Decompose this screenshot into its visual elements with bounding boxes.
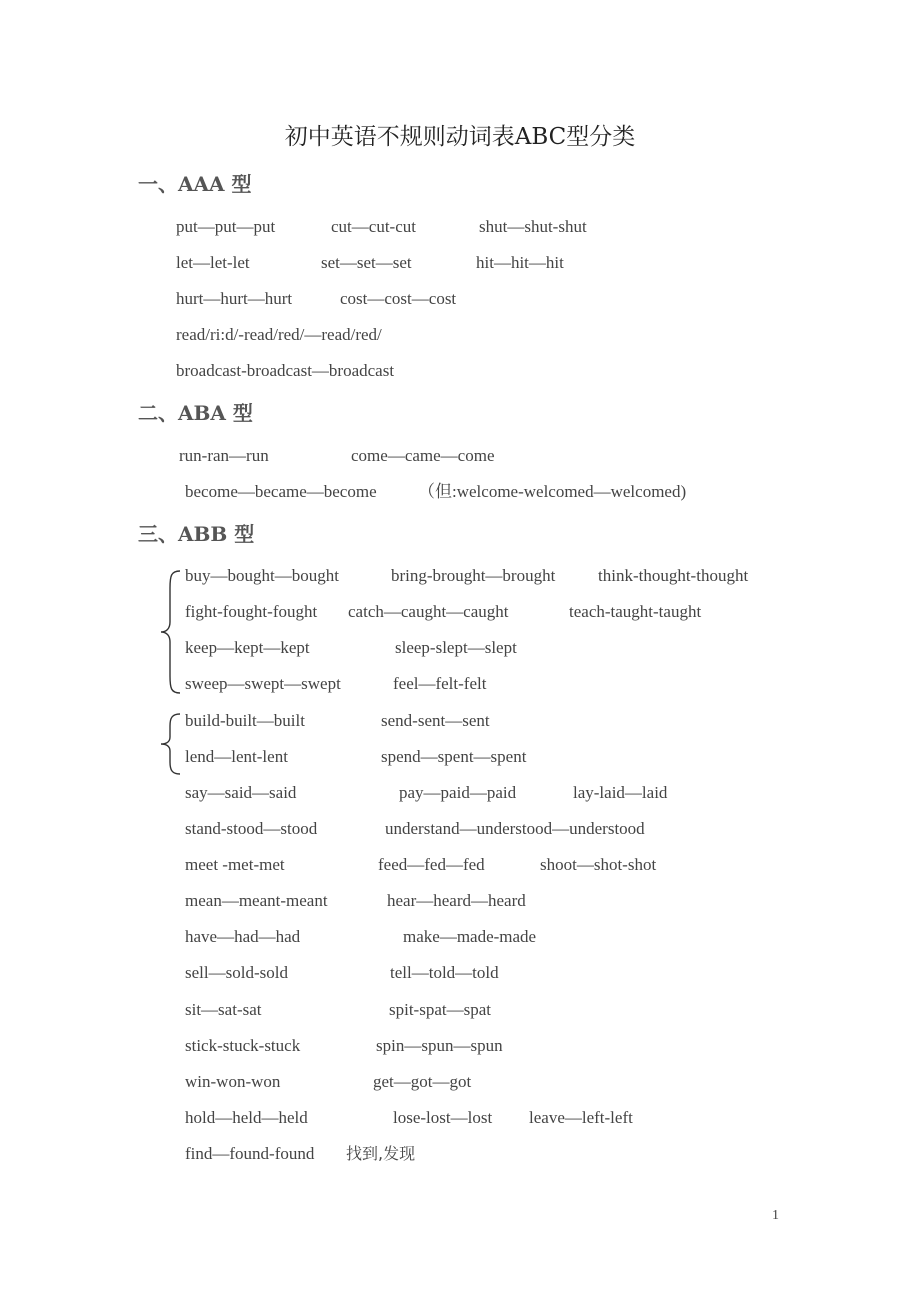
- verb-entry: hold—held—held: [185, 1108, 308, 1127]
- verb-entry: feel—felt-felt: [393, 674, 487, 693]
- document-title: 初中英语不规则动词表ABC型分类: [284, 124, 636, 150]
- verb-entry: stand-stood—stood: [185, 819, 318, 838]
- verb-entry: set—set—set: [321, 253, 412, 272]
- verb-entry: understand—understood—understood: [385, 819, 645, 838]
- verb-entry: find—found-found: [185, 1144, 315, 1163]
- verb-entry: stick-stuck-stuck: [185, 1036, 301, 1055]
- verb-entry: sit—sat-sat: [185, 1000, 262, 1019]
- verb-entry: feed—fed—fed: [378, 855, 485, 874]
- verb-entry: have—had—had: [185, 927, 301, 946]
- verb-entry: teach-taught-taught: [569, 602, 702, 621]
- page-number: 1: [772, 1208, 779, 1223]
- verb-entry: keep—kept—kept: [185, 638, 310, 657]
- verb-entry: put—put—put: [176, 217, 276, 236]
- verb-entry: shoot—shot-shot: [540, 855, 657, 874]
- verb-entry: leave—left-left: [529, 1108, 633, 1127]
- verb-entry: make—made-made: [403, 927, 537, 946]
- verb-entry: send-sent—sent: [381, 711, 490, 730]
- verb-entry-note: 找到,发现: [346, 1144, 416, 1163]
- verb-entry: think-thought-thought: [598, 566, 749, 585]
- verb-entry: run-ran—run: [179, 446, 269, 465]
- verb-entry: hit—hit—hit: [476, 253, 564, 272]
- verb-entry: meet -met-met: [185, 855, 285, 874]
- verb-entry: lose-lost—lost: [393, 1108, 493, 1127]
- verb-entry: mean—meant-meant: [185, 891, 328, 910]
- verb-entry: （但:welcome-welcomed—welcomed): [418, 482, 687, 501]
- verb-entry: tell—told—told: [390, 963, 499, 982]
- section-heading-aaa: 一、AAA 型: [138, 172, 252, 196]
- verb-entry: sleep-slept—slept: [395, 638, 517, 657]
- verb-entry: sweep—swept—swept: [185, 674, 341, 693]
- verb-entry: let—let-let: [176, 253, 250, 272]
- verb-entry: cut—cut-cut: [331, 217, 416, 236]
- verb-entry: hear—heard—heard: [387, 891, 526, 910]
- verb-entry: broadcast-broadcast—broadcast: [176, 361, 395, 380]
- curly-brace-icon: [158, 712, 186, 776]
- verb-entry: lay-laid—laid: [573, 783, 668, 802]
- verb-entry: bring-brought—brought: [391, 566, 556, 585]
- verb-entry: buy—bought—bought: [185, 566, 339, 585]
- verb-entry: catch—caught—caught: [348, 602, 509, 621]
- verb-entry: get—got—got: [373, 1072, 472, 1091]
- verb-entry: spend—spent—spent: [381, 747, 527, 766]
- verb-entry: shut—shut-shut: [479, 217, 587, 236]
- verb-entry: come—came—come: [351, 446, 495, 465]
- verb-entry: fight-fought-fought: [185, 602, 318, 621]
- curly-brace-icon: [158, 568, 186, 696]
- verb-entry: cost—cost—cost: [340, 289, 457, 308]
- verb-entry: say—said—said: [185, 783, 297, 802]
- verb-entry: read/ri:d/-read/red/—read/red/: [176, 325, 382, 344]
- verb-entry: spit-spat—spat: [389, 1000, 491, 1019]
- section-heading-abb: 三、ABB 型: [138, 522, 255, 546]
- verb-entry: lend—lent-lent: [185, 747, 288, 766]
- verb-entry: pay—paid—paid: [399, 783, 517, 802]
- verb-entry: win-won-won: [185, 1072, 281, 1091]
- verb-entry: become—became—become: [185, 482, 377, 501]
- verb-entry: spin—spun—spun: [376, 1036, 503, 1055]
- verb-entry: sell—sold-sold: [185, 963, 288, 982]
- verb-entry: hurt—hurt—hurt: [176, 289, 293, 308]
- verb-entry: build-built—built: [185, 711, 305, 730]
- section-heading-aba: 二、ABA 型: [138, 401, 253, 425]
